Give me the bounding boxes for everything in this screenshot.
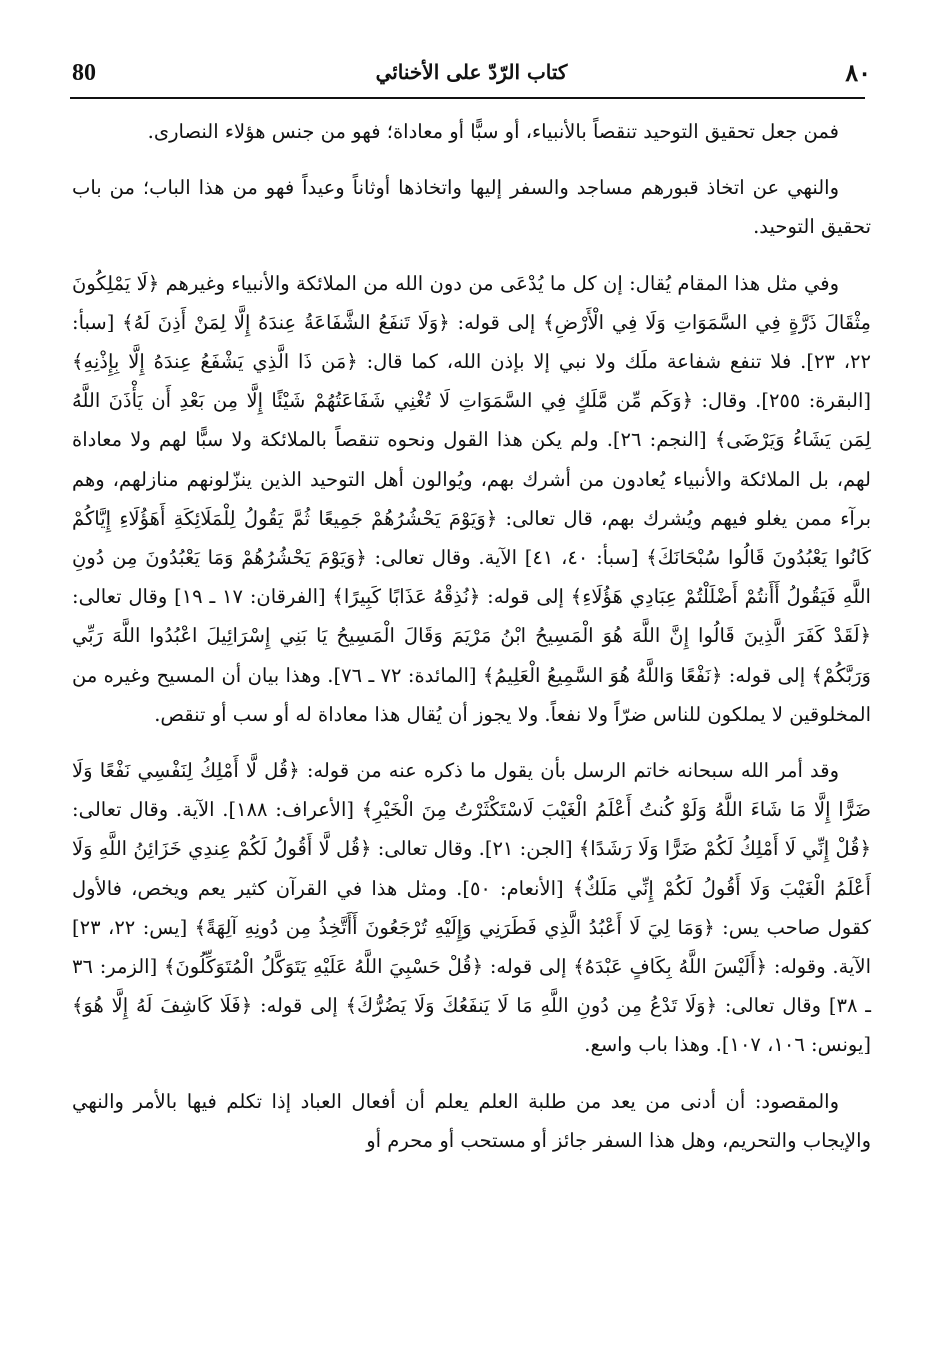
page-header bbox=[72, 58, 871, 94]
paragraph: وقد أمر الله سبحانه خاتم الرسل بأن يقول ما ذكره عنه من قوله: ﴿قُل لَّا أَمْلِكُ لِنَفْسِي نَفْعًا وَلَا ضَرًّا إِلَّا مَا شَاءَ اللَّهُ وَلَوْ كُنتُ أَعْلَمُ الْغَيْبَ لَاسْتَكْثَرْتُ مِنَ الْخَيْرِ﴾ [الأعراف: ١٨٨]. الآية. وقال تعالى: ﴿قُلْ إِنِّي لَا أَمْلِكُ لَكُمْ ضَرًّا وَلَا رَشَدًا﴾ [الجن: ٢١]. وقال تعالى: ﴿قُل لَّا أَقُولُ لَكُمْ عِندِي خَزَائِنُ اللَّهِ وَلَا أَعْلَمُ الْغَيْبَ وَلَا أَقُولُ لَكُمْ إِنِّي مَلَكٌ﴾ [الأنعام: ٥٠]. ومثل هذا في القرآن كثير يعم ويخص، فالأول كقول صاحب يس: ﴿وَمَا لِيَ لَا أَعْبُدُ الَّذِي فَطَرَنِي وَإِلَيْهِ تُرْجَعُونَ أَأَتَّخِذُ مِن دُونِهِ آلِهَةً﴾ [يس: ٢٢، ٢٣] الآية. وقوله: ﴿أَلَيْسَ اللَّهُ بِكَافٍ عَبْدَهُ﴾ إلى قوله: ﴿قُلْ حَسْبِيَ اللَّهُ عَلَيْهِ يَتَوَكَّلُ الْمُتَوَكِّلُونَ﴾ [الزمر: ٣٦ ـ ٣٨] وقال تعالى: ﴿وَلَا تَدْعُ مِن دُونِ اللَّهِ مَا لَا يَنفَعُكَ وَلَا يَضُرُّكَ﴾ إلى قوله: ﴿فَلَا كَاشِفَ لَهُ إِلَّا هُوَ﴾ [يونس: ١٠٦، ١٠٧]. وهذا باب واسع. bbox=[72, 759, 871, 1057]
paragraph: والنهي عن اتخاذ قبورهم مساجد والسفر إليها واتخاذها أوثاناً وعيداً فهو من هذا الباب؛ من باب تحقيق التوحيد. bbox=[72, 176, 871, 239]
header-divider bbox=[70, 97, 865, 99]
paragraph: والمقصود: أن أدنى من يعد من طلبة العلم يعلم أن أفعال العباد إذا تكلم فيها بالأمر والنهي والإيجاب والتحريم، وهل هذا السفر جائز أو مستحب أو محرم أو bbox=[72, 1089, 871, 1152]
book-title: كتاب الرّدّ على الأخنائي bbox=[375, 60, 568, 84]
paragraph: فمن جعل تحقيق التوحيد تنقصاً بالأنبياء، أو سبًّا أو معاداة؛ فهو من جنس هؤلاء النصارى. bbox=[147, 120, 839, 143]
page-number-arabic: ٨٠ bbox=[845, 58, 871, 87]
paragraph: وفي مثل هذا المقام يُقال: إن كل ما يُدْعَى من دون الله من الملائكة والأنبياء وغيرهم ﴿لَا يَمْلِكُونَ مِثْقَالَ ذَرَّةٍ فِي السَّمَوَاتِ وَلَا فِي الْأَرْضِ﴾ إلى قوله: ﴿وَلَا تَنفَعُ الشَّفَاعَةُ عِندَهُ إِلَّا لِمَنْ أَذِنَ لَهُ﴾ [سبأ: ٢٢، ٢٣]. فلا تنفع شفاعة ملَك ولا نبي إلا بإذن الله، كما قال: ﴿مَن ذَا الَّذِي يَشْفَعُ عِندَهُ إِلَّا بِإِذْنِهِ﴾ [البقرة: ٢٥٥]. وقال: ﴿وَكَم مِّن مَّلَكٍ فِي السَّمَوَاتِ لَا تُغْنِي شَفَاعَتُهُمْ شَيْئًا إِلَّا مِن بَعْدِ أَن يَأْذَنَ اللَّهُ لِمَن يَشَاءُ وَيَرْضَى﴾ [النجم: ٢٦]. ولم يكن هذا القول ونحوه تنقصاً بالملائكة ولا سبًّا لهم ولا معاداة لهم، بل الملائكة والأنبياء يُعادون من أشرك بهم، ويُوالون أهل التوحيد الذين ينزّلونهم منازلهم، وهم برآء ممن يغلو فيهم ويُشرك بهم، قال تعالى: ﴿وَيَوْمَ يَحْشُرُهُمْ جَمِيعًا ثُمَّ يَقُولُ لِلْمَلَائِكَةِ أَهَؤُلَاءِ إِيَّاكُمْ كَانُوا يَعْبُدُونَ قَالُوا سُبْحَانَكَ﴾ [سبأ: ٤٠، ٤١] الآية. وقال تعالى: ﴿وَيَوْمَ يَحْشُرُهُمْ وَمَا يَعْبُدُونَ مِن دُونِ اللَّهِ فَيَقُولُ أَأَنتُمْ أَضْلَلْتُمْ عِبَادِي هَؤُلَاءِ﴾ إلى قوله: ﴿نُذِقْهُ عَذَابًا كَبِيرًا﴾ [الفرقان: ١٧ ـ ١٩] وقال تعالى: ﴿لَقَدْ كَفَرَ الَّذِينَ قَالُوا إِنَّ اللَّهَ هُوَ الْمَسِيحُ ابْنُ مَرْيَمَ وَقَالَ الْمَسِيحُ يَا بَنِي إِسْرَائِيلَ اعْبُدُوا اللَّهَ رَبِّي وَرَبَّكُمْ﴾ إلى قوله: ﴿نَفْعًا وَاللَّهُ هُوَ السَّمِيعُ الْعَلِيمُ﴾ [المائدة: ٧٢ ـ ٧٦]. وهذا بيان أن المسيح وغيره من المخلوقين لا يملكون للناس ضرّاً ولا نفعاً. ولا يجوز أن يُقال هذا معاداة له أو سب أو تنقص. bbox=[72, 271, 872, 726]
page-body bbox=[72, 112, 871, 1177]
page-number-latin: 80 bbox=[72, 60, 96, 86]
